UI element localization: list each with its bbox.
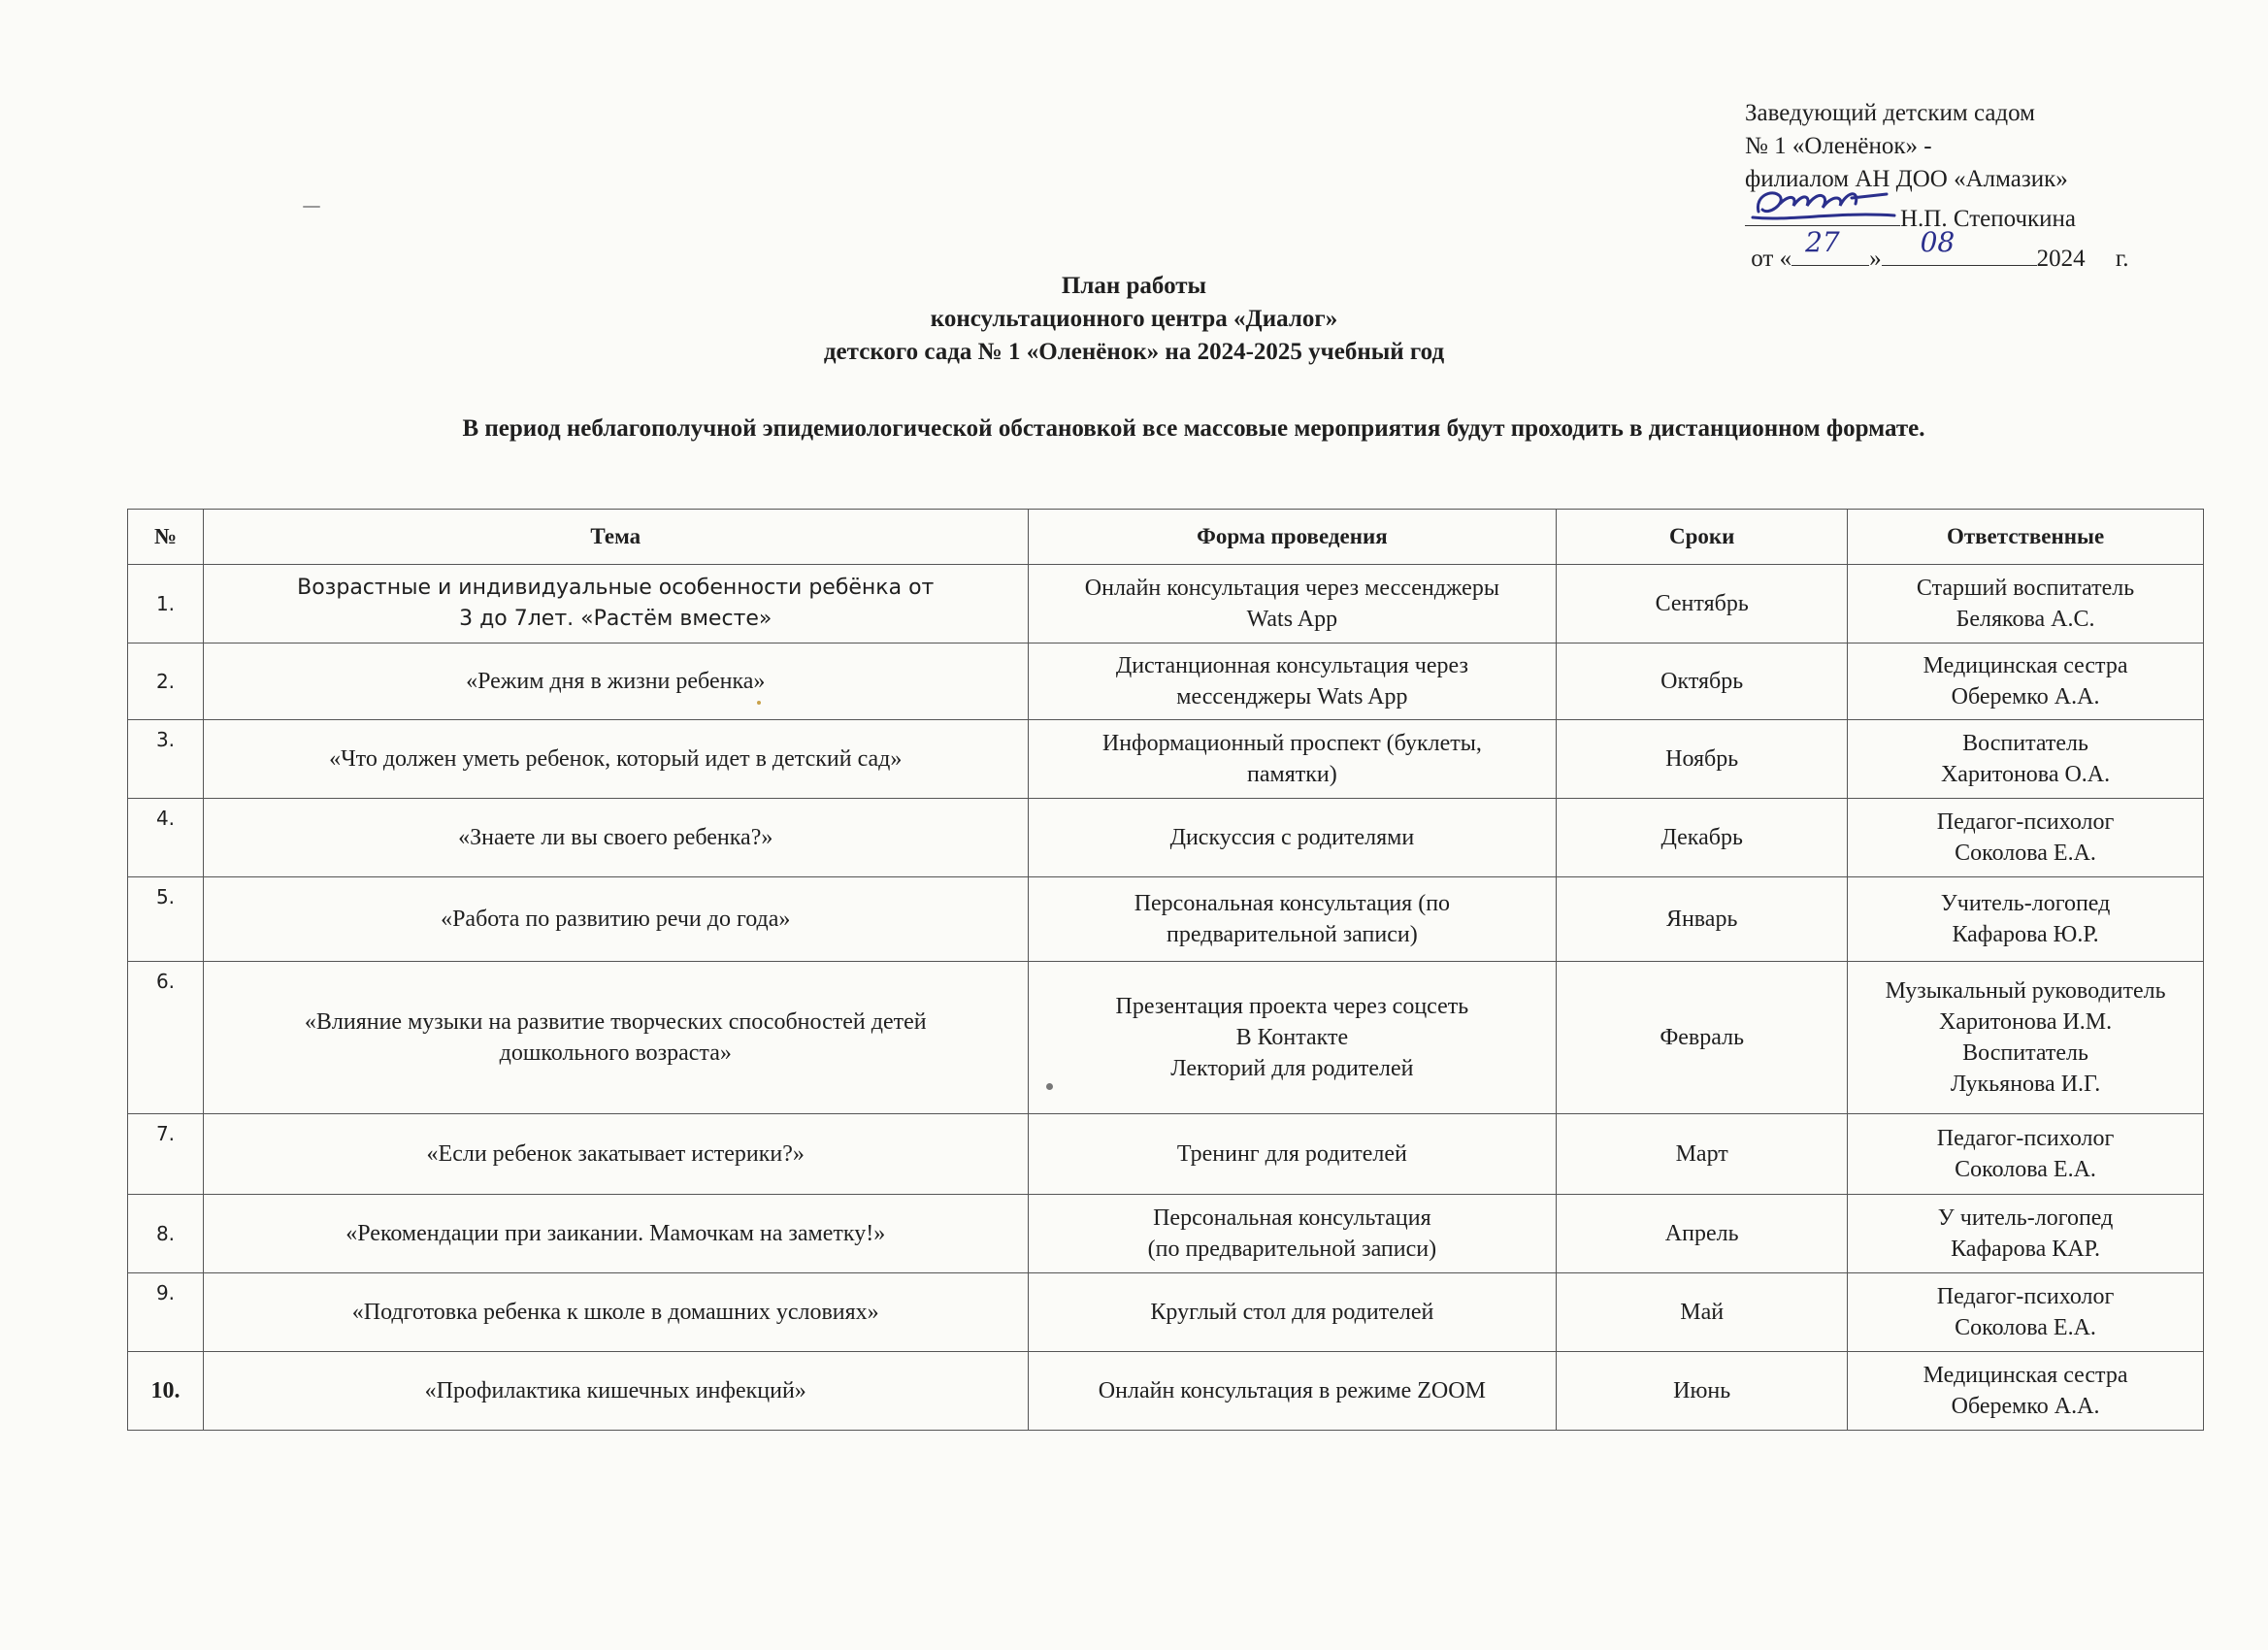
responsible-line: Медицинская сестра: [1923, 1363, 2128, 1388]
form-line: Информационный проспект (буклеты,: [1101, 731, 1482, 756]
header-responsible: Ответственные: [1848, 510, 2204, 565]
row-num: 10.: [128, 1352, 204, 1431]
scan-speck: [303, 206, 320, 208]
row-num: 5.: [128, 877, 204, 962]
header-form: Форма проведения: [1028, 510, 1557, 565]
row-term: Ноябрь: [1557, 720, 1848, 799]
row-topic: «Подготовка ребенка к школе в домашних условиях»: [203, 1273, 1028, 1352]
responsible-line: Лукьянова И.Г.: [1950, 1072, 2101, 1097]
row-topic: «Знаете ли вы своего ребенка?»: [203, 799, 1028, 877]
row-form: Круглый стол для родителей: [1028, 1273, 1557, 1352]
handwritten-signature: [1751, 182, 1896, 225]
responsible-line: Белякова А.С.: [1956, 607, 2095, 632]
date-day: 27: [1805, 226, 1840, 258]
form-line: памятки): [1247, 762, 1337, 787]
row-topic: «Работа по развитию речи до года»: [203, 877, 1028, 962]
signature-field: [1745, 196, 1900, 226]
responsible-line: Кафарова КАР.: [1951, 1237, 2100, 1262]
row-num: 2.: [128, 644, 204, 720]
row-topic: «Профилактика кишечных инфекций»: [203, 1352, 1028, 1431]
form-line: В Контакте: [1235, 1025, 1349, 1050]
responsible-line: У читель-логопед: [1937, 1205, 2114, 1231]
plan-table: [127, 509, 2204, 1431]
row-form: [1028, 644, 1557, 720]
row-form: [1028, 877, 1557, 962]
form-line: Презентация проекта через соцсеть: [1115, 994, 1469, 1019]
row-form: Дискуссия с родителями: [1028, 799, 1557, 877]
responsible-line: Воспитатель: [1962, 731, 2088, 756]
table-row: [128, 1273, 2204, 1352]
topic-line: «Влияние музыки на развитие творческих способностей детей: [304, 1009, 927, 1035]
form-line: мессенджеры Wats App: [1176, 684, 1408, 710]
row-num: 6.: [128, 962, 204, 1114]
responsible-line: Харитонова О.А.: [1940, 762, 2111, 787]
date-prefix: от «: [1751, 246, 1792, 272]
notice-text: В период неблагополучной эпидемиологической обстановкой все массовые мероприятия будут проходить в дистанционном формате.: [462, 415, 1925, 442]
row-num: 7.: [128, 1114, 204, 1195]
row-form: [1028, 565, 1557, 644]
table-row: [128, 962, 2204, 1114]
responsible-line: Старший воспитатель: [1916, 576, 2135, 601]
row-num: 4.: [128, 799, 204, 877]
row-term: Сентябрь: [1557, 565, 1848, 644]
row-responsible: [1848, 1114, 2204, 1195]
title-line-2: консультационного центра «Диалог»: [930, 306, 1338, 332]
row-term: Май: [1557, 1273, 1848, 1352]
header-topic: Тема: [203, 510, 1028, 565]
table-header-row: [128, 510, 2204, 565]
row-num: 8.: [128, 1195, 204, 1273]
row-form: Тренинг для родителей: [1028, 1114, 1557, 1195]
approval-block: [1745, 97, 2211, 276]
topic-line: 3 до 7лет. «Растём вместе»: [459, 607, 772, 631]
row-term: Апрель: [1557, 1195, 1848, 1273]
title-line-3: детского сада № 1 «Оленёнок» на 2024-2025 учебный год: [823, 339, 1445, 365]
row-term: Март: [1557, 1114, 1848, 1195]
responsible-line: Воспитатель: [1962, 1040, 2088, 1066]
row-num: 1.: [128, 565, 204, 644]
row-form: [1028, 1195, 1557, 1273]
row-term: Февраль: [1557, 962, 1848, 1114]
row-num: 3.: [128, 720, 204, 799]
responsible-line: Оберемко А.А.: [1951, 684, 2100, 710]
row-responsible: [1848, 1352, 2204, 1431]
row-term: Декабрь: [1557, 799, 1848, 877]
responsible-line: Педагог-психолог: [1936, 1284, 2115, 1309]
table-row: [128, 1195, 2204, 1273]
date-year: 2024: [2036, 246, 2086, 272]
approval-line-1: Заведующий детским садом: [1745, 100, 2035, 126]
row-responsible: [1848, 644, 2204, 720]
row-topic: [203, 962, 1028, 1114]
row-responsible: [1848, 877, 2204, 962]
table-row: [128, 1114, 2204, 1195]
responsible-line: Харитонова И.М.: [1938, 1009, 2113, 1035]
row-responsible: [1848, 565, 2204, 644]
responsible-line: Музыкальный руководитель: [1885, 978, 2166, 1004]
row-responsible: [1848, 1195, 2204, 1273]
header-term: Сроки: [1557, 510, 1848, 565]
date-month-field: [1882, 226, 2037, 266]
table-row: [128, 877, 2204, 962]
row-term: Июнь: [1557, 1352, 1848, 1431]
row-topic: «Режим дня в жизни ребенка»: [203, 644, 1028, 720]
signer-name: Н.П. Степочкина: [1900, 206, 2077, 232]
date-mid: »: [1869, 246, 1882, 272]
topic-line: Возрастные и индивидуальные особенности ребёнка от: [297, 576, 935, 600]
row-responsible: [1848, 962, 2204, 1114]
approval-line-3: филиалом АН ДОО «Алмазик»: [1745, 166, 2068, 192]
form-line: Wats App: [1246, 607, 1338, 632]
form-line: Онлайн консультация через мессенджеры: [1084, 576, 1499, 601]
row-responsible: [1848, 720, 2204, 799]
form-line: Персональная консультация: [1153, 1205, 1431, 1231]
topic-line: дошкольного возраста»: [499, 1040, 732, 1066]
responsible-line: Педагог-психолог: [1936, 809, 2115, 835]
date-month: 08: [1920, 226, 1956, 258]
responsible-line: Педагог-психолог: [1936, 1126, 2115, 1151]
scan-speck: [757, 701, 761, 705]
title-line-1: План работы: [1061, 273, 1207, 299]
scan-speck: [1046, 1083, 1053, 1090]
row-form: Онлайн консультация в режиме ZOOM: [1028, 1352, 1557, 1431]
row-responsible: [1848, 1273, 2204, 1352]
date-day-field: [1791, 226, 1869, 266]
header-num: №: [128, 510, 204, 565]
responsible-line: Медицинская сестра: [1923, 653, 2128, 678]
table-row: [128, 1352, 2204, 1431]
table-row: [128, 565, 2204, 644]
row-term: Январь: [1557, 877, 1848, 962]
responsible-line: Кафарова Ю.Р.: [1952, 922, 2099, 947]
approval-line-2: № 1 «Оленёнок» -: [1745, 133, 1932, 159]
row-topic: «Рекомендации при заикании. Мамочкам на заметку!»: [203, 1195, 1028, 1273]
row-form: [1028, 962, 1557, 1114]
row-num: 9.: [128, 1273, 204, 1352]
form-line: Дистанционная консультация через: [1115, 653, 1468, 678]
row-form: [1028, 720, 1557, 799]
form-line: (по предварительной записи): [1147, 1237, 1437, 1262]
responsible-line: Соколова Е.А.: [1955, 1315, 2096, 1340]
responsible-line: Соколова Е.А.: [1955, 1157, 2096, 1182]
row-topic: «Если ребенок закатывает истерики?»: [203, 1114, 1028, 1195]
responsible-line: Учитель-логопед: [1940, 891, 2111, 916]
table-row: [128, 644, 2204, 720]
row-topic: [203, 565, 1028, 644]
form-line: Лекторий для родителей: [1170, 1056, 1414, 1081]
row-term: Октябрь: [1557, 644, 1848, 720]
responsible-line: Оберемко А.А.: [1951, 1394, 2100, 1419]
table-row: [128, 720, 2204, 799]
date-suffix: г.: [2115, 246, 2129, 272]
table-row: [128, 799, 2204, 877]
form-line: Персональная консультация (по: [1134, 891, 1451, 916]
row-topic: «Что должен уметь ребенок, который идет в детский сад»: [203, 720, 1028, 799]
document-title: [0, 270, 2268, 369]
responsible-line: Соколова Е.А.: [1955, 841, 2096, 866]
row-responsible: [1848, 799, 2204, 877]
form-line: предварительной записи): [1167, 922, 1418, 947]
